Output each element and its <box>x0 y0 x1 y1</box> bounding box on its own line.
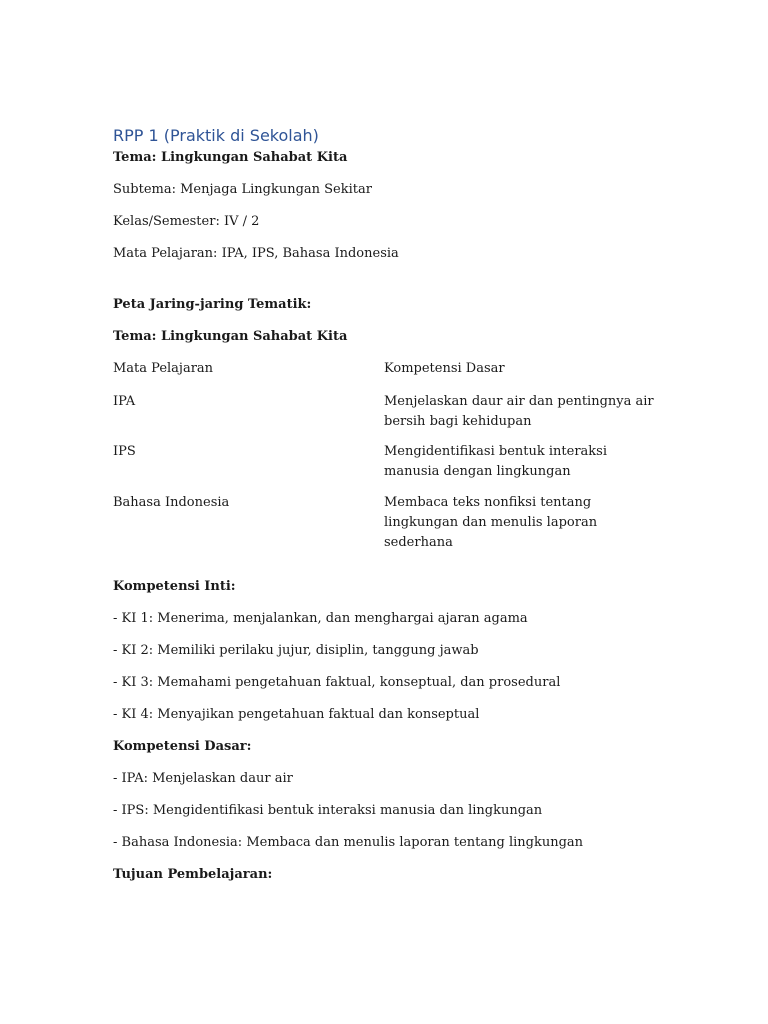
tema-line: Tema: Lingkungan Sahabat Kita <box>113 150 348 165</box>
table-row-kd: Mengidentifikasi bentuk interaksi manusia dengan lingkungan <box>384 444 607 479</box>
ki-item: - KI 3: Memahami pengetahuan faktual, konseptual, dan prosedural <box>113 675 561 690</box>
peta-heading: Peta Jaring-jaring Tematik: <box>113 297 312 312</box>
table-row-subject: Bahasa Indonesia <box>113 495 230 510</box>
peta-tema: Tema: Lingkungan Sahabat Kita <box>113 329 348 344</box>
kd-item: - Bahasa Indonesia: Membaca dan menulis laporan tentang lingkungan <box>113 835 584 850</box>
table-row-subject: IPA <box>113 394 136 409</box>
ki-heading: Kompetensi Inti: <box>113 579 236 594</box>
kd-heading: Kompetensi Dasar: <box>113 739 252 754</box>
document-title: RPP 1 (Praktik di Sekolah) <box>113 126 319 145</box>
tujuan-heading: Tujuan Pembelajaran: <box>113 867 273 882</box>
table-row-kd: Membaca teks nonfiksi tentang lingkungan dan menulis laporan sederhana <box>384 495 598 550</box>
table-row-kd: Menjelaskan daur air dan pentingnya air bersih bagi kehidupan <box>384 394 654 429</box>
mapel-line: Mata Pelajaran: IPA, IPS, Bahasa Indonesia <box>113 246 399 261</box>
ki-item: - KI 1: Menerima, menjalankan, dan menghargai ajaran agama <box>113 611 528 626</box>
table-header-subject: Mata Pelajaran <box>113 361 214 376</box>
ki-item: - KI 2: Memiliki perilaku jujur, disiplin, tanggung jawab <box>113 643 479 658</box>
kelas-line: Kelas/Semester: IV / 2 <box>113 214 260 229</box>
ki-item: - KI 4: Menyajikan pengetahuan faktual dan konseptual <box>113 707 480 722</box>
kd-item: - IPS: Mengidentifikasi bentuk interaksi manusia dan lingkungan <box>113 803 543 818</box>
subtema-line: Subtema: Menjaga Lingkungan Sekitar <box>113 182 372 197</box>
table-header-kd: Kompetensi Dasar <box>384 361 505 376</box>
kd-item: - IPA: Menjelaskan daur air <box>113 771 293 786</box>
table-row-subject: IPS <box>113 444 136 459</box>
